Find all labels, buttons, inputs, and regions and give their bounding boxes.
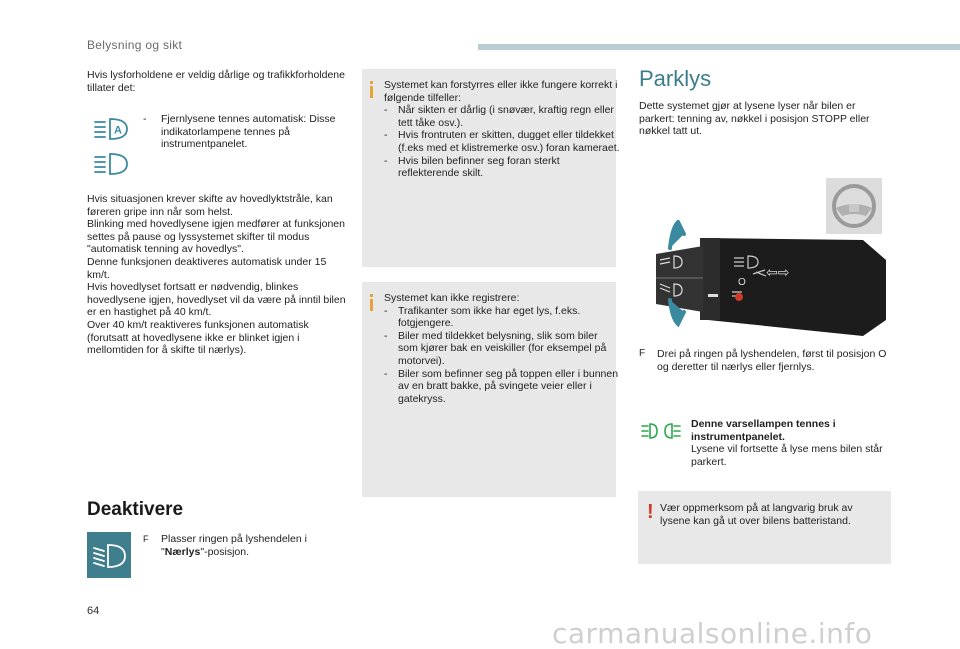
detection-text: Systemet kan ikke registrere: - Trafikanter som ikke har eget lys, f.eks. fotgjengere. - Biler med tildekket belysning, slik som biler som kjører bak en veiskiller (for eksempel på motorvei). - Biler som befinner seg på toppen eller i bunnen av en bratt bakke, på svingete veier eller i gatekryss. bbox=[384, 292, 619, 405]
stalk-position-o: O bbox=[738, 277, 746, 288]
arrow-bullet: F bbox=[143, 534, 149, 544]
parklys-intro: Dette systemet gjør at lysene lyser når bilen er parkert: tenning av, nøkkel i posisjon STOPP eller nøkkel tatt ut. bbox=[639, 100, 870, 138]
parklys-heading: Parklys bbox=[639, 66, 712, 91]
svg-text:⇦⇨: ⇦⇨ bbox=[766, 265, 790, 281]
info-icon bbox=[370, 299, 373, 311]
low-beam-indicator-box bbox=[87, 532, 131, 578]
list-item: - Hvis bilen befinner seg foran sterkt reflekterende skilt. bbox=[384, 154, 560, 180]
parking-light-lamp-icon bbox=[640, 421, 682, 441]
deaktivere-instruction: F Plasser ringen på lyshendelen i "Nærlys"-posisjon. bbox=[143, 533, 307, 558]
lighting-stalk-illustration bbox=[648, 220, 890, 338]
col1-intro: Hvis lysforholdene er veldig dårlige og trafikkforholdene tillater det: bbox=[87, 69, 345, 94]
list-item: - Biler som befinner seg på toppen eller i bunnen av en bratt bakke, på svingete veier eller i gatekryss. bbox=[384, 367, 619, 405]
arrow-bullet: F bbox=[639, 348, 646, 359]
interference-text: Systemet kan forstyrres eller ikke fungere korrekt i følgende tilfeller: - Når sikten er dårlig (i snøvær, kraftig regn eller tett tåke osv.). - Hvis frontruten er skitten, dugget eller tildekket (f.eks med et klistremerke osv.) foran kameraet. - Hvis bilen befinner seg foran sterkt reflekterende skilt. bbox=[384, 79, 620, 180]
info-icon bbox=[370, 86, 373, 98]
lamp-description: Denne varsellampen tennes i instrumentpanelet. Lysene vil fortsette å lyse mens bilen står parkert. bbox=[691, 418, 883, 468]
list-item: - Hvis frontruten er skitten, dugget eller tildekket (f.eks med et klistremerke osv.) foran kameraet. bbox=[384, 129, 620, 154]
list-item: - Trafikanter som ikke har eget lys, f.eks. fotgjengere. bbox=[384, 304, 581, 330]
header-bar bbox=[478, 44, 960, 50]
auto-high-beam-icon bbox=[93, 117, 131, 141]
watermark: carmanualsonline.info bbox=[552, 617, 873, 649]
svg-text:A: A bbox=[114, 124, 122, 137]
parklys-instruction: F Drei på ringen på lyshendelen, først til posisjon O og deretter til nærlys eller fjernlys. bbox=[639, 348, 887, 373]
list-item: - Når sikten er dårlig (i snøvær, kraftig regn eller tett tåke osv.). bbox=[384, 104, 614, 129]
low-beam-icon bbox=[87, 532, 131, 578]
list-item: - Biler med tildekket belysning, slik som biler som kjører bak en veiskiller (for eksempel på motorvei). bbox=[384, 329, 607, 367]
deaktivere-heading: Deaktivere bbox=[87, 499, 184, 520]
indicator-description: - Fjernlysene tennes automatisk: Disse indikatorlampene tennes på instrumentpanelet. bbox=[143, 113, 336, 151]
page-number: 64 bbox=[87, 605, 100, 617]
high-beam-icon bbox=[93, 152, 131, 176]
section-title: Belysning og sikt bbox=[87, 38, 183, 52]
warning-icon: ! bbox=[647, 501, 654, 523]
battery-warning-text: Vær oppmerksom på at langvarig bruk av lysene kan gå ut over bilens batteristand. bbox=[660, 502, 853, 527]
col1-main-text: Hvis situasjonen krever skifte av hovedlyktstråle, kan føreren gripe inn når som helst. Blinking med hovedlysene igjen medfører at funksjonen settes på pause og lyssystemet skifter til modus "automatisk tenning av hovedlys". Denne funksjonen deaktiveres automatisk under 15 km/t. Hvis hovedlyset fortsatt er nødvendig, blinkes hovedlysene igjen, hovedlyset vil da være på inntil bilen er en hastighet på 40 km/t. Over 40 km/t reaktiveres funksjonen automatisk (forutsatt at hovedlysene ikke er blinket igjen i mellomtiden for å skifte til nærlys). bbox=[87, 193, 346, 357]
